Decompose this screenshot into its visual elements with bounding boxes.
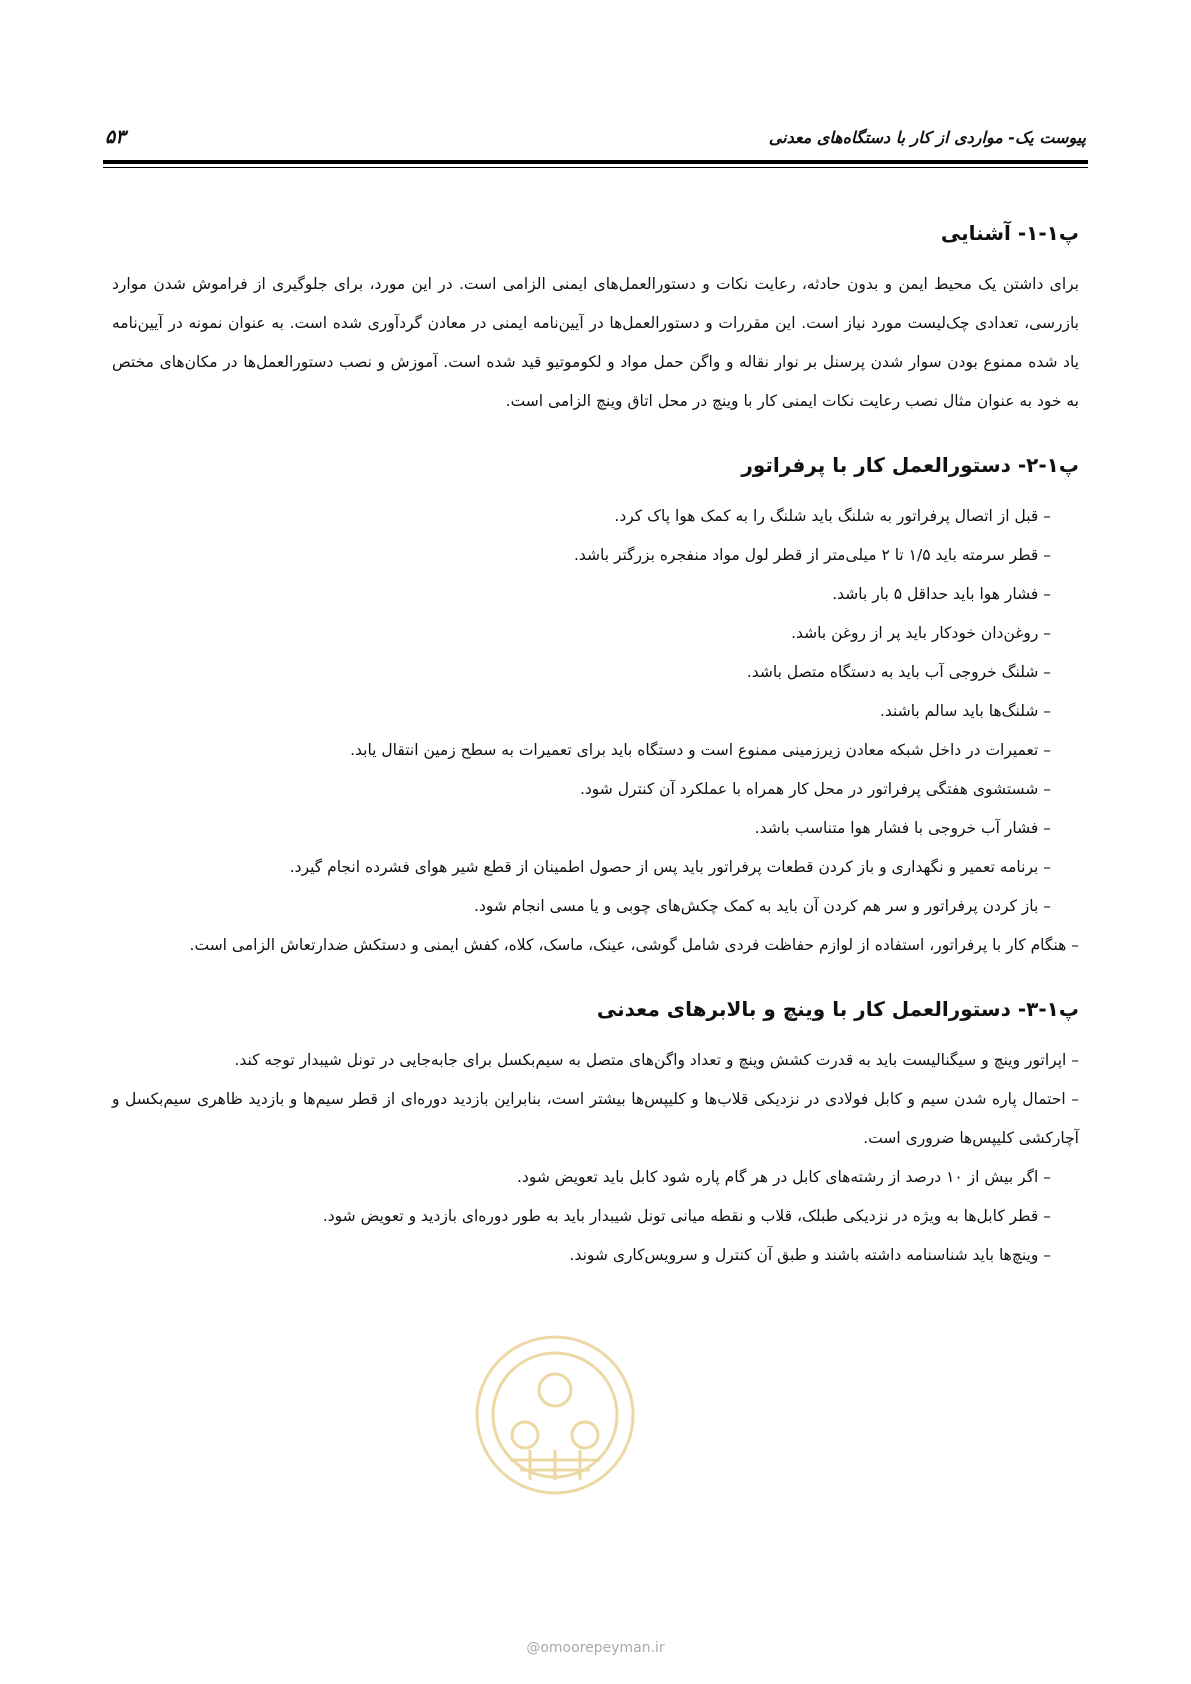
list-item: – قطر سرمته باید ۱/۵ تا ۲ میلی‌متر از قطر لول مواد منفجره بزرگتر باشد. bbox=[573, 546, 1051, 564]
section-heading: پ۱-۱- آشنایی bbox=[940, 221, 1079, 245]
list-item: – فشار آب خروجی با فشار هوا متناسب باشد. bbox=[754, 819, 1051, 837]
bullet-list bbox=[112, 1041, 1079, 1275]
list-item: – تعمیرات در داخل شبکه معادن زیرزمینی ممنوع است و دستگاه باید برای تعمیرات به سطح زمین انتقال یابد. bbox=[350, 741, 1051, 759]
running-header bbox=[105, 128, 1086, 158]
section-introduction bbox=[112, 215, 1079, 421]
list-item: – شلنگ خروجی آب باید به دستگاه متصل باشد. bbox=[746, 663, 1051, 681]
section-perforator bbox=[112, 447, 1079, 965]
list-item: – قطر کابل‌ها به ویژه در نزدیکی طبلک، قلاب و نقطه میانی تونل شیبدار باید به طور دوره‌ای بازدید و تعویض شود. bbox=[322, 1207, 1051, 1225]
bullet-list bbox=[112, 497, 1079, 965]
list-item: – شستشوی هفتگی پرفراتور در محل کار همراه با عملکرد آن کنترل شود. bbox=[579, 780, 1051, 798]
header-rule-thick bbox=[103, 160, 1088, 164]
section-paragraph: برای داشتن یک محیط ایمن و بدون حادثه، رعایت نکات و دستورالعمل‌های ایمنی الزامی است. در این مورد، برای جلوگیری از فراموش شدن موارد بازرسی، تعدادی چک‌لیست مورد نیاز است. این مقررات و دستورالعمل‌ها در آیین‌نامه ایمنی در معادن گردآوری شده است. به عنوان نمونه در آیین‌نامه یاد شده ممنوع بودن سوار شدن پرسنل بر نوار نقاله و واگن حمل مواد و لکوموتیو قید شده است. آموزش و نصب دستورالعمل‌ها در مکان‌های مختص به خود به عنوان مثال نصب رعایت نکات ایمنی کار با وینچ در محل اتاق وینچ الزامی است. bbox=[112, 275, 1079, 410]
list-item: – وینچ‌ها باید شناسنامه داشته باشند و طبق آن کنترل و سرویس‌کاری شوند. bbox=[569, 1246, 1051, 1264]
list-item: – هنگام کار با پرفراتور، استفاده از لوازم حفاظت فردی شامل گوشی، عینک، ماسک، کلاه، کفش ایمنی و دستکش ضدارتعاش الزامی است. bbox=[189, 936, 1079, 954]
list-item: – اگر بیش از ۱۰ درصد از رشته‌های کابل در هر گام پاره شود کابل باید تعویض شود. bbox=[517, 1168, 1051, 1186]
list-item: – شلنگ‌ها باید سالم باشند. bbox=[879, 702, 1051, 720]
running-header-title: پیوست یک- مواردی از کار با دستگاه‌های معدنی bbox=[768, 128, 1086, 147]
list-item: – برنامه تعمیر و نگهداری و باز کردن قطعات پرفراتور باید پس از حصول اطمینان از قطع شیر هوای فشرده انجام گیرد. bbox=[289, 858, 1051, 876]
list-item: – فشار هوا باید حداقل ۵ بار باشد. bbox=[832, 585, 1051, 603]
section-winch bbox=[112, 991, 1079, 1275]
section-heading: پ۱-۲- دستورالعمل کار با پرفراتور bbox=[741, 453, 1079, 477]
list-item: – احتمال پاره شدن سیم و کابل فولادی در نزدیکی قلاب‌ها و کلیپس‌ها بیشتر است، بنابراین بازدید دوره‌ای از قطر سیم‌ها و بازدید ظاهری سیم‌بکسل و آچارکشی کلیپس‌ها ضروری است. bbox=[112, 1090, 1079, 1147]
page-content bbox=[112, 215, 1079, 1301]
header-rule-thin bbox=[103, 167, 1088, 168]
list-item: – اپراتور وینچ و سیگنالیست باید به قدرت کشش وینچ و تعداد واگن‌های متصل به سیم‌بکسل برای جابه‌جایی در تونل شیبدار توجه کند. bbox=[234, 1051, 1079, 1069]
list-item: – روغن‌دان خودکار باید پر از روغن باشد. bbox=[791, 624, 1051, 642]
section-heading: پ۱-۳- دستورالعمل کار با وینچ و بالابرهای معدنی bbox=[596, 997, 1079, 1021]
watermark-url: @omoorepeyman.ir bbox=[526, 1640, 665, 1656]
watermark-seal-icon bbox=[470, 1330, 640, 1500]
list-item: – باز کردن پرفراتور و سر هم کردن آن باید به کمک چکش‌های چوبی و یا مسی انجام شود. bbox=[474, 897, 1051, 915]
page-number: ۵۳ bbox=[105, 126, 126, 148]
list-item: – قبل از اتصال پرفراتور به شلنگ باید شلنگ را به کمک هوا پاک کرد. bbox=[614, 507, 1051, 525]
